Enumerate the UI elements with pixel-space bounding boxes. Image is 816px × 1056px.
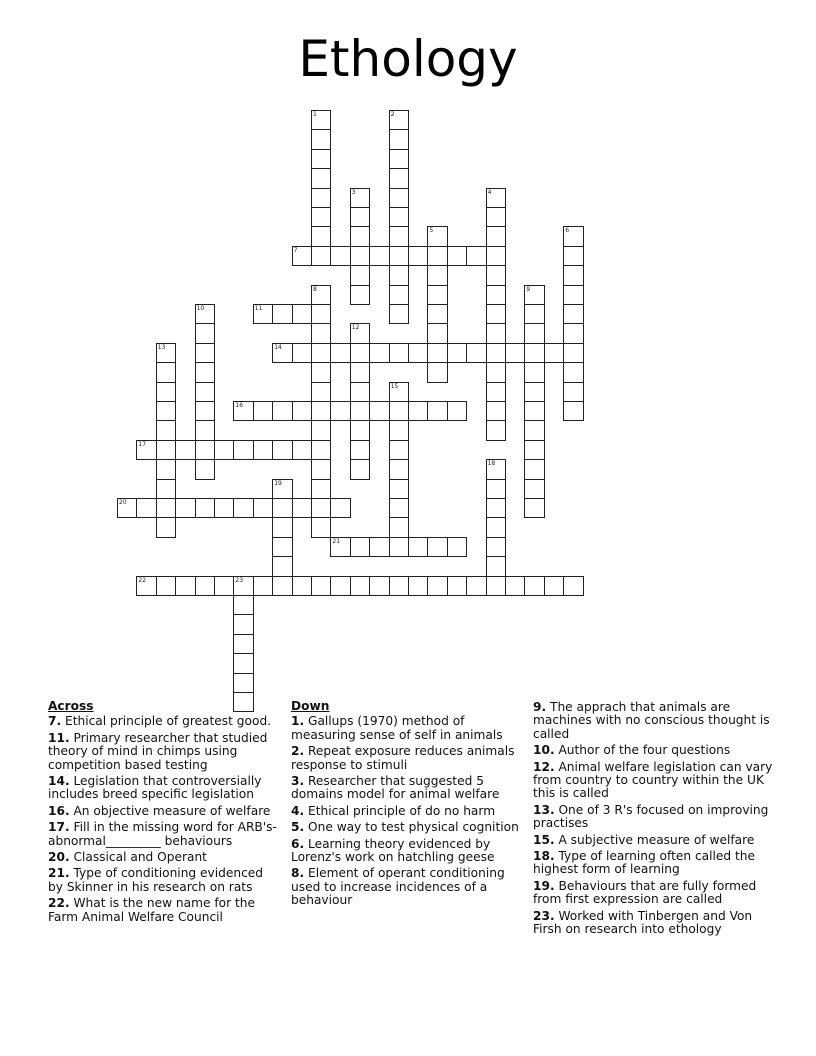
down-heading: Down <box>291 699 330 713</box>
cell-number: 3 <box>351 188 356 196</box>
crossword-cell[interactable] <box>272 343 292 363</box>
crossword-cell[interactable] <box>563 362 583 382</box>
crossword-cell[interactable] <box>350 420 370 440</box>
across-clues <box>48 700 278 927</box>
crossword-cell[interactable] <box>408 246 428 266</box>
crossword-cell[interactable] <box>486 226 506 246</box>
crossword-cell[interactable] <box>486 401 506 421</box>
crossword-cell[interactable] <box>272 556 292 576</box>
crossword-cell[interactable] <box>447 537 467 557</box>
cell-number: 16 <box>235 402 244 409</box>
cell-number: 21 <box>332 537 341 545</box>
crossword-cell[interactable] <box>408 576 428 596</box>
crossword-cell[interactable] <box>524 479 544 499</box>
crossword-cell[interactable] <box>447 343 467 363</box>
crossword-cell[interactable] <box>311 459 331 479</box>
crossword-cell[interactable] <box>389 420 409 440</box>
crossword-cell[interactable] <box>233 576 253 596</box>
crossword-cell[interactable] <box>253 576 273 596</box>
crossword-cell[interactable] <box>350 401 370 421</box>
clue-down-1: 1. Gallups (1970) method of measuring sense of self in animals <box>291 714 503 742</box>
crossword-cell[interactable] <box>389 401 409 421</box>
crossword-cell[interactable] <box>427 265 447 285</box>
cell-number: 20 <box>119 499 127 506</box>
crossword-cell[interactable] <box>524 285 544 305</box>
crossword-cell[interactable] <box>524 498 544 518</box>
crossword-cell[interactable] <box>486 420 506 440</box>
crossword-cell[interactable] <box>350 207 370 227</box>
crossword-cell[interactable] <box>156 401 176 421</box>
crossword-cell[interactable] <box>563 343 583 363</box>
down-clues-continued <box>533 701 773 940</box>
crossword-cell[interactable] <box>427 226 447 246</box>
crossword-cell[interactable] <box>214 440 234 460</box>
crossword-cell[interactable] <box>156 362 176 382</box>
crossword-cell[interactable] <box>233 614 253 634</box>
crossword-cell[interactable] <box>389 343 409 363</box>
clue-across-17: 17. Fill in the missing word for ARB's-abnormal_________ behaviours <box>48 820 277 848</box>
crossword-cell[interactable] <box>389 537 409 557</box>
crossword-cell[interactable] <box>389 498 409 518</box>
crossword-cell[interactable] <box>311 517 331 537</box>
crossword-cell[interactable] <box>195 343 215 363</box>
crossword-cell[interactable] <box>272 440 292 460</box>
crossword-cell[interactable] <box>350 323 370 343</box>
crossword-cell[interactable] <box>233 634 253 654</box>
crossword-cell[interactable] <box>486 498 506 518</box>
crossword-cell[interactable] <box>311 246 331 266</box>
clue-across-16: 16. An objective measure of welfare <box>48 803 271 818</box>
clue-across-20: 20. Classical and Operant <box>48 850 207 865</box>
crossword-cell[interactable] <box>253 498 273 518</box>
crossword-cell[interactable] <box>156 459 176 479</box>
crossword-cell[interactable] <box>505 343 525 363</box>
crossword-cell[interactable] <box>311 188 331 208</box>
clue-across-11: 11. Primary researcher that studied theory of mind in chimps using competition based testing <box>48 730 268 772</box>
clue-down-2: 2. Repeat exposure reduces animals response to stimuli <box>291 744 515 772</box>
cell-number: 12 <box>351 324 360 332</box>
crossword-cell[interactable] <box>233 498 253 518</box>
crossword-cell[interactable] <box>136 576 156 596</box>
crossword-cell[interactable] <box>195 459 215 479</box>
crossword-cell[interactable] <box>369 343 389 363</box>
crossword-cell[interactable] <box>389 226 409 246</box>
crossword-cell[interactable] <box>272 517 292 537</box>
crossword-cell[interactable] <box>524 382 544 402</box>
crossword-cell[interactable] <box>330 537 350 557</box>
crossword-cell[interactable] <box>408 401 428 421</box>
crossword-cell[interactable] <box>350 440 370 460</box>
crossword-cell[interactable] <box>427 537 447 557</box>
crossword-cell[interactable] <box>486 285 506 305</box>
crossword-cell[interactable] <box>486 479 506 499</box>
crossword-cell[interactable] <box>563 304 583 324</box>
crossword-cell[interactable] <box>195 323 215 343</box>
crossword-cell[interactable] <box>427 323 447 343</box>
crossword-cell[interactable] <box>486 265 506 285</box>
crossword-cell[interactable] <box>233 401 253 421</box>
crossword-cell[interactable] <box>233 653 253 673</box>
crossword-cell[interactable] <box>272 498 292 518</box>
crossword-cell[interactable] <box>195 382 215 402</box>
crossword-cell[interactable] <box>195 420 215 440</box>
crossword-cell[interactable] <box>524 440 544 460</box>
crossword-cell[interactable] <box>311 479 331 499</box>
crossword-cell[interactable] <box>350 343 370 363</box>
crossword-cell[interactable] <box>524 343 544 363</box>
crossword-cell[interactable] <box>350 382 370 402</box>
crossword-cell[interactable] <box>389 459 409 479</box>
crossword-cell[interactable] <box>350 576 370 596</box>
crossword-cell[interactable] <box>253 304 273 324</box>
crossword-cell[interactable] <box>156 517 176 537</box>
cell-number: 13 <box>157 343 166 351</box>
crossword-cell[interactable] <box>175 498 195 518</box>
crossword-cell[interactable] <box>195 401 215 421</box>
cell-number: 2 <box>390 111 395 118</box>
crossword-cell[interactable] <box>427 401 447 421</box>
crossword-cell[interactable] <box>195 576 215 596</box>
crossword-cell[interactable] <box>563 265 583 285</box>
crossword-cell[interactable] <box>311 498 331 518</box>
crossword-cell[interactable] <box>389 207 409 227</box>
crossword-cell[interactable] <box>156 420 176 440</box>
crossword-cell[interactable] <box>292 498 312 518</box>
crossword-cell[interactable] <box>214 576 234 596</box>
crossword-cell[interactable] <box>447 401 467 421</box>
crossword-cell[interactable] <box>544 576 564 596</box>
crossword-cell[interactable] <box>389 168 409 188</box>
crossword-cell[interactable] <box>253 440 273 460</box>
crossword-cell[interactable] <box>389 576 409 596</box>
crossword-cell[interactable] <box>292 246 312 266</box>
crossword-cell[interactable] <box>389 517 409 537</box>
crossword-cell[interactable] <box>311 343 331 363</box>
crossword-cell[interactable] <box>311 576 331 596</box>
crossword-cell[interactable] <box>350 226 370 246</box>
crossword-cell[interactable] <box>505 576 525 596</box>
clue-down-12: 12. Animal welfare legislation can vary from country to country within the UK this is called <box>533 759 773 801</box>
crossword-cell[interactable] <box>389 440 409 460</box>
down-clues <box>291 700 521 911</box>
crossword-cell[interactable] <box>447 576 467 596</box>
crossword-cell[interactable] <box>427 246 447 266</box>
crossword-cell[interactable] <box>486 343 506 363</box>
crossword-cell[interactable] <box>311 420 331 440</box>
clue-down-3: 3. Researcher that suggested 5 domains model for animal welfare <box>291 774 500 802</box>
cell-number: 17 <box>138 440 147 448</box>
crossword-cell[interactable] <box>195 304 215 324</box>
clue-down-13: 13. One of 3 R's focused on improving practises <box>533 802 769 831</box>
crossword-cell[interactable] <box>486 207 506 227</box>
crossword-cell[interactable] <box>427 285 447 305</box>
crossword-cell[interactable] <box>466 246 486 266</box>
clue-down-5: 5. One way to test physical cognition <box>291 820 519 835</box>
crossword-cell[interactable] <box>330 576 350 596</box>
crossword-cell[interactable] <box>369 401 389 421</box>
crossword-cell[interactable] <box>311 168 331 188</box>
crossword-cell[interactable] <box>311 226 331 246</box>
crossword-cell[interactable] <box>350 246 370 266</box>
crossword-cell[interactable] <box>427 304 447 324</box>
crossword-cell[interactable] <box>156 440 176 460</box>
crossword-cell[interactable] <box>389 265 409 285</box>
clue-down-23: 23. Worked with Tinbergen and Von Firsh on research into ethology <box>533 908 753 937</box>
crossword-cell[interactable] <box>427 362 447 382</box>
crossword-cell[interactable] <box>292 343 312 363</box>
crossword-cell[interactable] <box>272 576 292 596</box>
crossword-cell[interactable] <box>563 401 583 421</box>
clue-down-18: 18. Type of learning often called the highest form of learning <box>533 849 756 877</box>
crossword-cell[interactable] <box>389 246 409 266</box>
crossword-cell[interactable] <box>233 595 253 615</box>
clue-across-21: 21. Type of conditioning evidenced by Skinner in his research on rats <box>48 866 264 894</box>
crossword-cell[interactable] <box>156 498 176 518</box>
crossword-cell[interactable] <box>156 576 176 596</box>
cell-number: 15 <box>390 382 399 390</box>
crossword-cell[interactable] <box>233 440 253 460</box>
crossword-cell[interactable] <box>486 246 506 266</box>
cell-number: 4 <box>487 188 492 196</box>
crossword-cell[interactable] <box>427 576 447 596</box>
crossword-cell[interactable] <box>486 576 506 596</box>
clue-across-14: 14. Legislation that controversially includes breed specific legislation <box>48 774 262 802</box>
crossword-cell[interactable] <box>389 285 409 305</box>
crossword-cell[interactable] <box>214 498 234 518</box>
crossword-cell[interactable] <box>272 401 292 421</box>
crossword-cell[interactable] <box>350 265 370 285</box>
crossword-cell[interactable] <box>486 459 506 479</box>
crossword-cell[interactable] <box>563 382 583 402</box>
crossword-cell[interactable] <box>272 304 292 324</box>
clue-down-4: 4. Ethical principle of do no harm <box>291 803 496 818</box>
crossword-cell[interactable] <box>175 576 195 596</box>
crossword-cell[interactable] <box>311 362 331 382</box>
clue-down-15: 15. A subjective measure of welfare <box>533 832 755 847</box>
cell-number: 19 <box>274 479 282 487</box>
crossword-cell[interactable] <box>369 576 389 596</box>
crossword-cell[interactable] <box>524 459 544 479</box>
cell-number: 18 <box>487 460 496 468</box>
crossword-cell[interactable] <box>408 343 428 363</box>
crossword-cell[interactable] <box>389 304 409 324</box>
crossword-cell[interactable] <box>408 537 428 557</box>
crossword-cell[interactable] <box>311 382 331 402</box>
crossword-cell[interactable] <box>369 246 389 266</box>
crossword-cell[interactable] <box>466 343 486 363</box>
crossword-cell[interactable] <box>486 517 506 537</box>
crossword-cell[interactable] <box>311 129 331 149</box>
cell-number: 6 <box>565 227 570 235</box>
crossword-cell[interactable] <box>524 304 544 324</box>
page-title: Ethology <box>298 30 518 88</box>
cell-number: 1 <box>313 111 317 118</box>
clue-down-9: 9. The apprach that animals are machines with no conscious thought is called <box>533 700 770 741</box>
crossword-cell[interactable] <box>195 362 215 382</box>
crossword-cell[interactable] <box>563 323 583 343</box>
across-heading: Across <box>48 699 94 713</box>
cell-number: 5 <box>429 227 434 235</box>
crossword-cell[interactable] <box>447 246 467 266</box>
crossword-cell[interactable] <box>350 285 370 305</box>
crossword-cell[interactable] <box>544 343 564 363</box>
crossword-cell[interactable] <box>350 537 370 557</box>
crossword-cell[interactable] <box>563 285 583 305</box>
crossword-cell[interactable] <box>311 304 331 324</box>
cell-number: 11 <box>254 305 263 312</box>
crossword-cell[interactable] <box>524 401 544 421</box>
crossword-cell[interactable] <box>311 149 331 169</box>
crossword-cell[interactable] <box>292 304 312 324</box>
crossword-cell[interactable] <box>311 401 331 421</box>
crossword-cell[interactable] <box>389 110 409 130</box>
crossword-cell[interactable] <box>292 440 312 460</box>
cell-number: 7 <box>293 246 298 254</box>
crossword-cell[interactable] <box>350 362 370 382</box>
crossword-cell[interactable] <box>311 207 331 227</box>
crossword-cell[interactable] <box>369 537 389 557</box>
cell-number: 23 <box>235 576 244 584</box>
crossword-cell[interactable] <box>292 576 312 596</box>
crossword-cell[interactable] <box>486 188 506 208</box>
clue-down-10: 10. Author of the four questions <box>533 743 731 758</box>
crossword-cell[interactable] <box>311 440 331 460</box>
crossword-cell[interactable] <box>156 479 176 499</box>
crossword-cell[interactable] <box>389 382 409 402</box>
crossword-cell[interactable] <box>524 420 544 440</box>
crossword-cell[interactable] <box>292 401 312 421</box>
clue-down-19: 19. Behaviours that are fully formed from first expression are called <box>533 878 757 907</box>
clue-down-6: 6. Learning theory evidenced by Lorenz's work on hatchling geese <box>291 836 495 865</box>
crossword-cell[interactable] <box>486 382 506 402</box>
crossword-cell[interactable] <box>389 479 409 499</box>
crossword-cell[interactable] <box>524 362 544 382</box>
crossword-cell[interactable] <box>156 343 176 363</box>
crossword-cell[interactable] <box>272 479 292 499</box>
crossword-cell[interactable] <box>156 382 176 402</box>
crossword-cell[interactable] <box>195 498 215 518</box>
crossword-cell[interactable] <box>389 129 409 149</box>
crossword-cell[interactable] <box>486 304 506 324</box>
cell-number: 22 <box>138 576 147 584</box>
crossword-cell[interactable] <box>311 285 331 305</box>
crossword-cell[interactable] <box>175 440 195 460</box>
crossword-cell[interactable] <box>486 537 506 557</box>
clue-across-22: 22. What is the new name for the Farm Animal Welfare Council <box>48 896 255 924</box>
cell-number: 10 <box>196 305 205 312</box>
crossword-cell[interactable] <box>486 323 506 343</box>
crossword-cell[interactable] <box>253 401 273 421</box>
crossword-cell[interactable] <box>330 498 350 518</box>
cell-number: 14 <box>274 343 282 351</box>
crossword-cell[interactable] <box>330 246 350 266</box>
crossword-cell[interactable] <box>427 343 447 363</box>
crossword-cell[interactable] <box>486 362 506 382</box>
crossword-cell[interactable] <box>272 537 292 557</box>
crossword-cell[interactable] <box>117 498 137 518</box>
clue-down-8: 8. Element of operant conditioning used to increase incidences of a behaviour <box>291 866 505 908</box>
crossword-cell[interactable] <box>350 188 370 208</box>
crossword-cell[interactable] <box>466 576 486 596</box>
cell-number: 8 <box>313 285 317 293</box>
crossword-cell[interactable] <box>524 576 544 596</box>
crossword-cell[interactable] <box>311 323 331 343</box>
crossword-cell[interactable] <box>311 110 331 130</box>
crossword-cell[interactable] <box>389 188 409 208</box>
crossword-cell[interactable] <box>330 343 350 363</box>
crossword-cell[interactable] <box>136 440 156 460</box>
cell-number: 9 <box>526 285 531 293</box>
crossword-cell[interactable] <box>195 440 215 460</box>
crossword-cell[interactable] <box>136 498 156 518</box>
crossword-cell[interactable] <box>233 673 253 693</box>
crossword-cell[interactable] <box>350 459 370 479</box>
crossword-cell[interactable] <box>389 149 409 169</box>
crossword-cell[interactable] <box>563 226 583 246</box>
crossword-cell[interactable] <box>563 576 583 596</box>
crossword-cell[interactable] <box>486 556 506 576</box>
crossword-cell[interactable] <box>524 323 544 343</box>
crossword-cell[interactable] <box>563 246 583 266</box>
clue-across-7: 7. Ethical principle of greatest good. <box>48 714 272 729</box>
crossword-cell[interactable] <box>330 401 350 421</box>
